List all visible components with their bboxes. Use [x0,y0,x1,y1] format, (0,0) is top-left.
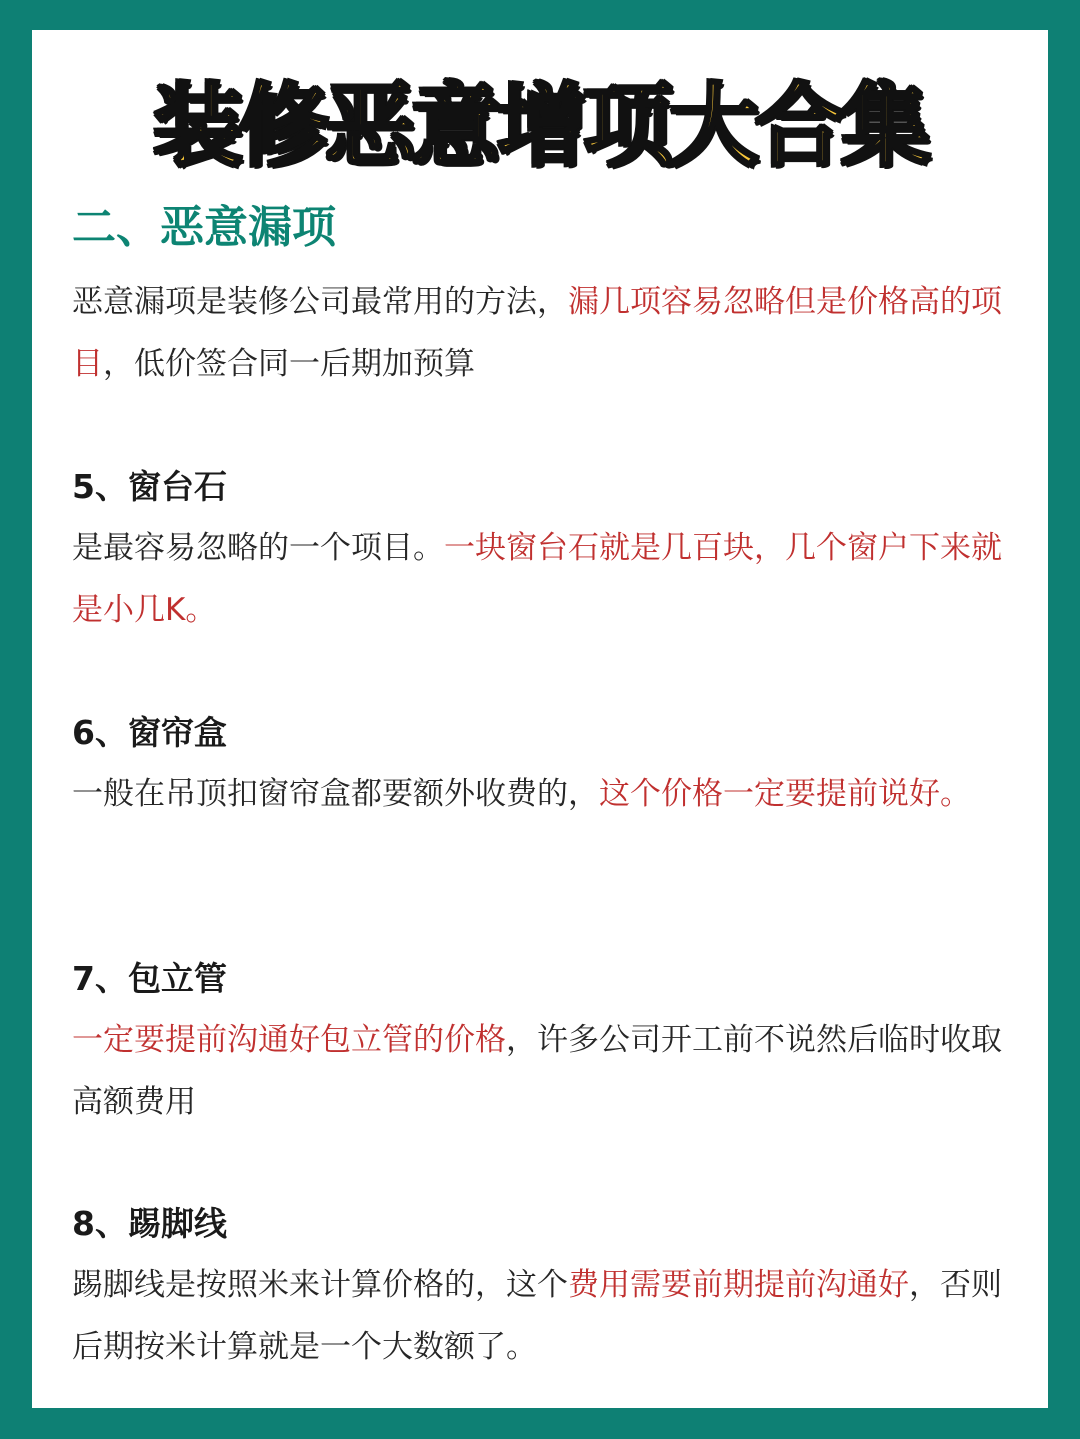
intro-text-end: ，低价签合同一后期加预算 [103,346,475,382]
item-title-pipe-boxing: 7、包立管 [72,959,227,998]
item-highlight: 费用需要前期提前沟通好 [568,1267,909,1303]
item-text-end: ，否则后期按米计算就是一个大数额了。 [72,1267,1002,1365]
item-title-skirting: 8、踢脚线 [72,1204,227,1243]
page-title: 装修恶意增项大合集 [153,74,927,179]
item-body-pipe-boxing [72,1009,1012,1133]
content-card [32,30,1048,1408]
item-title-curtain-box: 6、窗帘盒 [72,713,227,752]
item-text: 踢脚线是按照米来计算价格的，这个 [72,1267,568,1303]
intro-text: 恶意漏项是装修公司最常用的方法， [72,284,568,320]
item-title-window-sill: 5、窗台石 [72,467,227,506]
intro-highlight: 漏几项容易忽略但是价格高的项目 [72,284,1002,382]
item-body-window-sill [72,517,1012,641]
item-text: 一般在吊顶扣窗帘盒都要额外收费的， [72,776,599,812]
item-text: 是最容易忽略的一个项目。 [72,530,444,566]
section-intro [72,271,1012,395]
item-highlight: 一块窗台石就是几百块，几个窗户下来就是小几K。 [72,530,1002,628]
section-heading: 二、恶意漏项 [72,202,336,253]
item-body-skirting [72,1254,1012,1378]
item-highlight: 一定要提前沟通好包立管的价格 [72,1022,506,1058]
item-highlight: 这个价格一定要提前说好。 [599,776,971,812]
item-text-end: ，许多公司开工前不说然后临时收取高额费用 [72,1022,1002,1120]
item-body-curtain-box [72,763,1012,825]
